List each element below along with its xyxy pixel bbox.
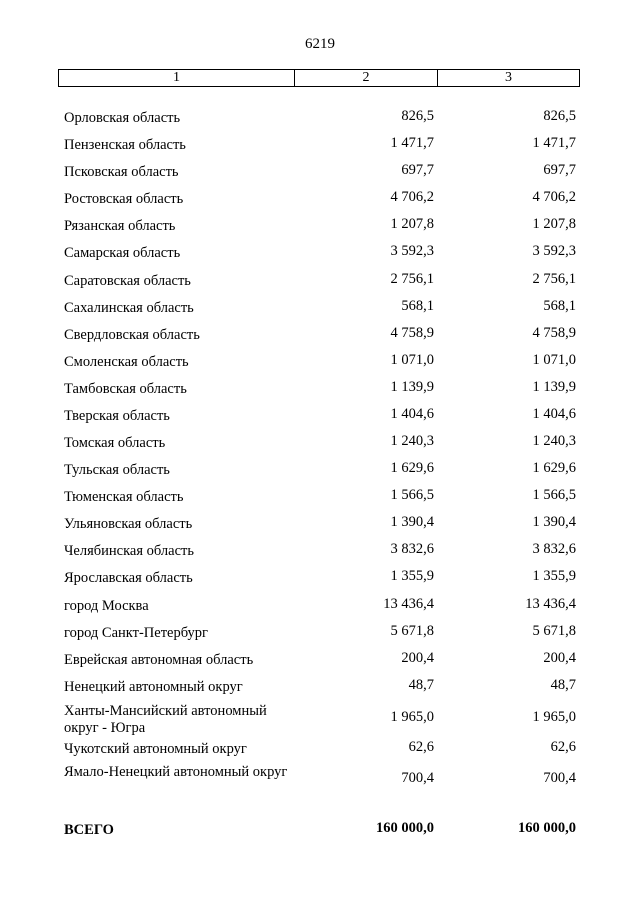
value-col3: 1 355,9 <box>532 568 576 584</box>
region-name: город Санкт-Петербург <box>64 625 209 641</box>
column-header-2: 2 <box>295 70 438 86</box>
region-name: Саратовская область <box>64 273 191 289</box>
value-col3: 1 071,0 <box>532 352 576 368</box>
page-number: 6219 <box>305 36 335 52</box>
region-name: Челябинская область <box>64 543 194 559</box>
total-value-col2: 160 000,0 <box>376 820 434 836</box>
value-col3: 700,4 <box>543 770 576 786</box>
value-col2: 3 592,3 <box>390 243 434 259</box>
value-col3: 4 706,2 <box>532 189 576 205</box>
value-col2: 700,4 <box>401 770 434 786</box>
region-name: Ярославская область <box>64 570 193 586</box>
region-name: Пензенская область <box>64 137 186 153</box>
value-col2: 1 390,4 <box>390 514 434 530</box>
value-col2: 4 706,2 <box>390 189 434 205</box>
value-col2: 1 471,7 <box>390 135 434 151</box>
value-col3: 200,4 <box>543 650 576 666</box>
region-name: Рязанская область <box>64 218 176 234</box>
region-name: город Москва <box>64 598 149 614</box>
value-col3: 826,5 <box>543 108 576 124</box>
total-label: ВСЕГО <box>64 822 114 838</box>
value-col2: 4 758,9 <box>390 325 434 341</box>
value-col3: 1 390,4 <box>532 514 576 530</box>
value-col2: 1 207,8 <box>390 216 434 232</box>
value-col3: 5 671,8 <box>532 623 576 639</box>
table-header <box>58 69 580 87</box>
value-col3: 2 756,1 <box>532 271 576 287</box>
value-col2: 568,1 <box>401 298 434 314</box>
value-col2: 5 671,8 <box>390 623 434 639</box>
column-header-1: 1 <box>59 70 295 86</box>
value-col2: 200,4 <box>401 650 434 666</box>
region-name: Свердловская область <box>64 327 200 343</box>
value-col3: 48,7 <box>550 677 576 693</box>
region-name: Ямало-Ненецкий автономный округ <box>64 764 288 780</box>
value-col2: 1 240,3 <box>390 433 434 449</box>
value-col2: 62,6 <box>408 739 434 755</box>
value-col2: 2 756,1 <box>390 271 434 287</box>
region-name: Ростовская область <box>64 191 184 207</box>
region-name: Ханты-Мансийский автономный округ - Югра <box>64 703 267 736</box>
value-col2: 697,7 <box>401 162 434 178</box>
region-name: Тверская область <box>64 408 170 424</box>
value-col3: 697,7 <box>543 162 576 178</box>
region-name: Еврейская автономная область <box>64 652 254 668</box>
value-col2: 3 832,6 <box>390 541 434 557</box>
region-name: Псковская область <box>64 164 179 180</box>
value-col2: 1 566,5 <box>390 487 434 503</box>
region-name: Тульская область <box>64 462 170 478</box>
value-col2: 13 436,4 <box>383 596 434 612</box>
value-col3: 13 436,4 <box>525 596 576 612</box>
region-name: Чукотский автономный округ <box>64 741 247 757</box>
value-col3: 3 592,3 <box>532 243 576 259</box>
value-col3: 1 566,5 <box>532 487 576 503</box>
value-col3: 1 471,7 <box>532 135 576 151</box>
value-col3: 62,6 <box>550 739 576 755</box>
value-col3: 1 965,0 <box>532 709 576 725</box>
region-name: Смоленская область <box>64 354 189 370</box>
region-name: Ненецкий автономный округ <box>64 679 243 695</box>
region-name: Сахалинская область <box>64 300 194 316</box>
value-col2: 1 629,6 <box>390 460 434 476</box>
total-value-col3: 160 000,0 <box>518 820 576 836</box>
region-name: Орловская область <box>64 110 181 126</box>
region-name: Томская область <box>64 435 166 451</box>
region-name: Ульяновская область <box>64 516 193 532</box>
value-col3: 1 240,3 <box>532 433 576 449</box>
value-col3: 1 629,6 <box>532 460 576 476</box>
value-col2: 1 139,9 <box>390 379 434 395</box>
column-header-3: 3 <box>505 70 512 85</box>
value-col2: 1 071,0 <box>390 352 434 368</box>
value-col2: 1 965,0 <box>390 709 434 725</box>
region-name: Тамбовская область <box>64 381 187 397</box>
region-name: Тюменская область <box>64 489 184 505</box>
value-col3: 3 832,6 <box>532 541 576 557</box>
value-col2: 1 404,6 <box>390 406 434 422</box>
value-col3: 1 404,6 <box>532 406 576 422</box>
value-col3: 568,1 <box>543 298 576 314</box>
value-col2: 48,7 <box>408 677 434 693</box>
value-col2: 1 355,9 <box>390 568 434 584</box>
value-col3: 4 758,9 <box>532 325 576 341</box>
value-col2: 826,5 <box>401 108 434 124</box>
region-name: Самарская область <box>64 245 181 261</box>
value-col3: 1 207,8 <box>532 216 576 232</box>
value-col3: 1 139,9 <box>532 379 576 395</box>
